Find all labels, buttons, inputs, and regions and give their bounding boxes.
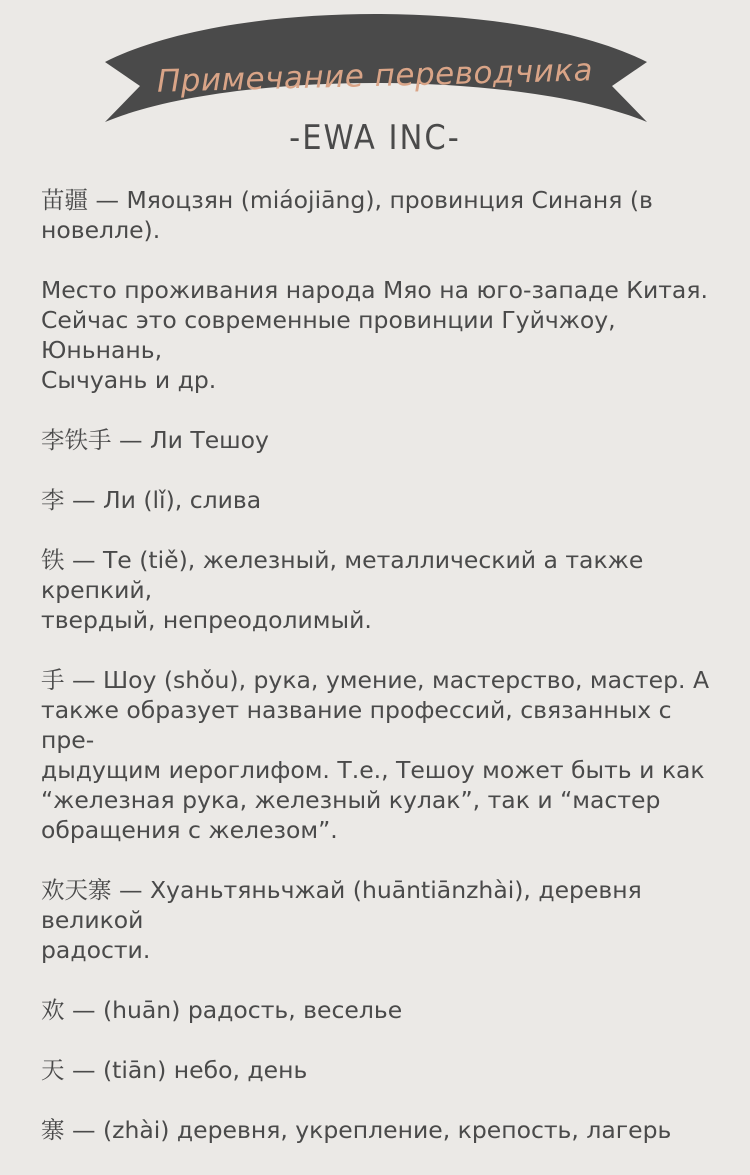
note-paragraph xyxy=(41,875,731,965)
note-line: новелле). xyxy=(41,216,161,244)
banner-title: Примечание переводчика xyxy=(156,52,594,100)
note-paragraph xyxy=(41,425,731,455)
note-line: твердый, непреодолимый. xyxy=(41,606,372,634)
note-line: 李 — Ли (lǐ), слива xyxy=(41,486,262,514)
note-line: радости. xyxy=(41,936,151,964)
note-line: 李铁手 — Ли Тешоу xyxy=(41,426,269,454)
note-line: Место проживания народа Мяо на юго-западе Китая. xyxy=(41,276,708,304)
note-paragraph xyxy=(41,1055,731,1085)
credit-label: -EWA INC- xyxy=(289,118,461,158)
note-line: 手 — Шоу (shǒu), рука, умение, мастерство, мастер. А xyxy=(41,666,710,694)
note-paragraph xyxy=(41,545,731,635)
note-line: 铁 — Те (tiě), железный, металлический а также крепкий, xyxy=(41,546,644,604)
note-paragraph xyxy=(41,665,731,845)
note-line: 天 — (tiān) небо, день xyxy=(41,1056,308,1084)
note-line: 欢天寨 — Хуаньтяньчжай (huāntiānzhài), деревня великой xyxy=(41,876,642,934)
note-line: Сычуань и др. xyxy=(41,366,217,394)
note-paragraph xyxy=(41,995,731,1025)
note-line: “железная рука, железный кулак”, так и “мастер xyxy=(41,786,661,814)
note-line: Сейчас это современные провинции Гуйчжоу, Юньнань, xyxy=(41,306,616,364)
note-paragraph xyxy=(41,1115,731,1145)
note-paragraph xyxy=(41,485,731,515)
note-paragraph xyxy=(41,275,731,395)
note-line: 苗疆 — Мяоцзян (miáojiāng), провинция Синаня (в xyxy=(41,186,653,214)
note-line: также образует название профессий, связанных с пре- xyxy=(41,696,672,754)
note-line: 寨 — (zhài) деревня, укрепление, крепость, лагерь xyxy=(41,1116,672,1144)
note-line: 欢 — (huān) радость, веселье xyxy=(41,996,403,1024)
note-line: дыдущим иероглифом. Т.е., Тешоу может быть и как xyxy=(41,756,705,784)
notes-content xyxy=(41,185,731,1175)
note-line: обращения с железом”. xyxy=(41,816,338,844)
note-paragraph xyxy=(41,185,731,245)
